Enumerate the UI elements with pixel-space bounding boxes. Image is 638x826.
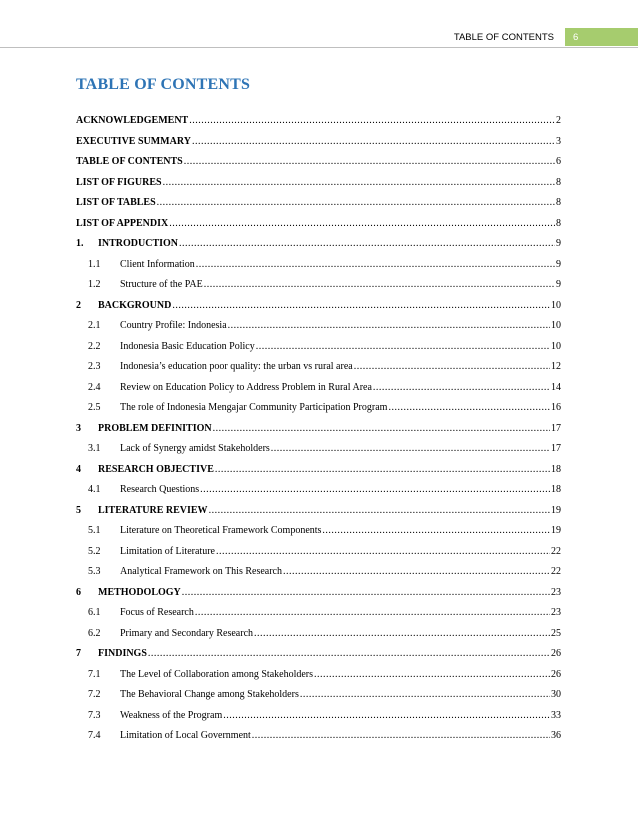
toc-entry-label[interactable]: The Level of Collaboration among Stakeholders: [120, 668, 314, 680]
toc-entry[interactable]: [76, 382, 561, 403]
page-header: [454, 28, 638, 46]
toc-entry[interactable]: [76, 628, 561, 649]
toc-entry-number: 5.2: [88, 545, 101, 557]
toc-entry[interactable]: [76, 443, 561, 464]
toc-entry-number: 4.1: [88, 484, 101, 495]
toc-entry-number: 2: [76, 299, 81, 311]
toc-entry-label[interactable]: Structure of the PAE: [120, 279, 203, 290]
toc-entry-label[interactable]: ACKNOWLEDGEMENT: [76, 115, 189, 126]
toc-entry-number: 5.3: [88, 566, 101, 577]
toc-dot-leader: [314, 669, 550, 680]
toc-dot-leader: [200, 484, 550, 495]
toc-dot-leader: [204, 279, 555, 290]
toc-entry[interactable]: [76, 525, 561, 546]
toc-entry-label[interactable]: The role of Indonesia Mengajar Community Participation Program: [120, 402, 388, 413]
toc-entry[interactable]: [76, 505, 561, 526]
toc-entry-number: 7.4: [88, 730, 101, 741]
toc-entry-number: 7: [76, 648, 81, 659]
toc-entry-page: 18: [551, 463, 561, 475]
toc-entry[interactable]: [76, 136, 561, 157]
toc-entry-label[interactable]: Weakness of the Program: [120, 709, 223, 721]
toc-entry-page: 36: [551, 730, 561, 741]
toc-entry-page: 30: [551, 689, 561, 700]
toc-entry-page: 17: [551, 443, 561, 454]
toc-entry-label[interactable]: TABLE OF CONTENTS: [76, 156, 183, 167]
toc-entry-page: 9: [556, 279, 561, 290]
toc-entry[interactable]: [76, 669, 561, 690]
toc-dot-leader: [195, 607, 550, 618]
toc-entry-number: 2.1: [88, 320, 101, 331]
toc-entry-page: 17: [551, 422, 561, 434]
toc-entry[interactable]: [76, 238, 561, 259]
toc-dot-leader: [228, 320, 550, 331]
toc-dot-leader: [300, 689, 550, 700]
toc-dot-leader: [192, 136, 555, 147]
toc-entry-label[interactable]: The Behavioral Change among Stakeholders: [120, 689, 299, 700]
toc-entry[interactable]: [76, 259, 561, 280]
toc-dot-leader: [373, 382, 550, 393]
toc-dot-leader: [271, 443, 550, 454]
toc-entry-label[interactable]: Client Information: [120, 258, 195, 270]
toc-entry-page: 19: [551, 525, 561, 536]
toc-entry[interactable]: [76, 218, 561, 239]
toc-entry[interactable]: [76, 546, 561, 567]
toc-dot-leader: [169, 218, 555, 229]
toc-dot-leader: [182, 587, 550, 598]
toc-entry[interactable]: [76, 484, 561, 505]
toc-entry-page: 22: [551, 545, 561, 557]
toc-entry-label[interactable]: LITERATURE REVIEW: [98, 504, 208, 516]
toc-dot-leader: [189, 115, 555, 126]
header-divider: [0, 47, 638, 48]
toc-entry-page: 19: [551, 504, 561, 516]
toc-entry-label[interactable]: Limitation of Local Government: [120, 730, 251, 741]
toc-entry-page: 8: [556, 176, 561, 188]
toc-dot-leader: [213, 423, 550, 434]
toc-entry-page: 10: [551, 320, 561, 331]
toc-entry-page: 23: [551, 586, 561, 598]
toc-entry[interactable]: [76, 402, 561, 423]
toc-entry-number: 3.1: [88, 443, 101, 454]
toc-entry-label[interactable]: Focus of Research: [120, 607, 194, 618]
toc-dot-leader: [256, 341, 550, 352]
toc-entry-label[interactable]: Indonesia Basic Education Policy: [120, 340, 255, 352]
toc-dot-leader: [163, 177, 555, 188]
toc-entry-page: 8: [556, 217, 561, 229]
toc-entry-label[interactable]: LIST OF APPENDIX: [76, 217, 169, 229]
toc-entry-label[interactable]: Literature on Theoretical Framework Components: [120, 525, 322, 536]
toc-entry-page: 23: [551, 607, 561, 618]
toc-dot-leader: [179, 238, 555, 249]
toc-entry[interactable]: [76, 730, 561, 751]
toc-dot-leader: [354, 361, 550, 372]
toc-entry[interactable]: [76, 710, 561, 731]
toc-entry-label[interactable]: Country Profile: Indonesia: [120, 320, 227, 331]
toc-entry-number: 6.2: [88, 627, 101, 639]
toc-dot-leader: [322, 525, 550, 536]
toc-entry-number: 4: [76, 463, 81, 475]
toc-entry[interactable]: [76, 648, 561, 669]
toc-heading: TABLE OF CONTENTS: [76, 76, 251, 93]
toc-entry-label[interactable]: Review on Education Policy to Address Problem in Rural Area: [120, 381, 372, 393]
toc-entry-label[interactable]: Research Questions: [120, 484, 200, 495]
toc-entry-number: 7.2: [88, 689, 101, 700]
toc-entry-page: 10: [551, 299, 561, 311]
toc-entry-page: 2: [556, 115, 561, 126]
toc-entry-label[interactable]: METHODOLOGY: [98, 586, 181, 598]
toc-entry[interactable]: [76, 197, 561, 218]
toc-entry-label[interactable]: Indonesia’s education poor quality: the urban vs rural area: [120, 361, 353, 372]
toc-entry-number: 2.3: [88, 361, 101, 372]
toc-entry[interactable]: [76, 279, 561, 300]
toc-dot-leader: [215, 464, 550, 475]
toc-entry-label[interactable]: RESEARCH OBJECTIVE: [98, 463, 214, 475]
toc-entry-number: 7.1: [88, 668, 101, 680]
toc-dot-leader: [254, 628, 550, 639]
toc-entry-page: 3: [556, 135, 561, 147]
toc-entry-page: 18: [551, 484, 561, 495]
toc-entry-number: 2.5: [88, 402, 101, 413]
toc-entry-label[interactable]: EXECUTIVE SUMMARY: [76, 135, 191, 147]
toc-entry-page: 33: [551, 709, 561, 721]
toc-entry-page: 16: [551, 402, 561, 413]
toc-entry[interactable]: [76, 341, 561, 362]
toc-entry-number: 1.1: [88, 258, 101, 270]
toc-entry-number: 6.1: [88, 607, 101, 618]
header-title: TABLE OF CONTENTS: [453, 31, 554, 43]
toc-dot-leader: [223, 710, 550, 721]
toc-dot-leader: [388, 402, 550, 413]
toc-entry-page: 9: [556, 238, 561, 249]
toc-entry-label[interactable]: Lack of Synergy amidst Stakeholders: [120, 443, 270, 454]
toc-entry[interactable]: [76, 115, 561, 136]
header-page-number: 6: [564, 28, 638, 46]
toc-entry[interactable]: [76, 464, 561, 485]
toc-entry[interactable]: [76, 177, 561, 198]
toc-entry-label[interactable]: LIST OF FIGURES: [76, 176, 162, 188]
toc-dot-leader: [252, 730, 550, 741]
toc-dot-leader: [184, 156, 555, 167]
toc-dot-leader: [283, 566, 550, 577]
toc-entry-page: 8: [556, 197, 561, 208]
toc-entry[interactable]: [76, 320, 561, 341]
toc-dot-leader: [157, 197, 555, 208]
toc-list: [76, 115, 561, 751]
toc-entry-label[interactable]: Primary and Secondary Research: [120, 627, 254, 639]
toc-entry[interactable]: [76, 423, 561, 444]
toc-entry-page: 9: [556, 258, 561, 270]
toc-entry-number: 7.3: [88, 709, 101, 721]
toc-entry-page: 25: [551, 627, 561, 639]
toc-entry-label[interactable]: INTRODUCTION: [98, 238, 179, 249]
toc-entry-page: 10: [551, 340, 561, 352]
toc-entry-number: 2.2: [88, 340, 101, 352]
toc-entry[interactable]: [76, 587, 561, 608]
toc-entry-label[interactable]: FINDINGS: [98, 648, 147, 659]
toc-entry[interactable]: [76, 689, 561, 710]
toc-entry-number: 2.4: [88, 381, 101, 393]
toc-entry-number: 1.2: [88, 279, 101, 290]
toc-entry-number: 1.: [76, 238, 84, 249]
toc-entry-page: 26: [551, 648, 561, 659]
toc-dot-leader: [196, 259, 555, 270]
toc-entry-page: 12: [551, 361, 561, 372]
toc-dot-leader: [209, 505, 550, 516]
toc-entry-page: 14: [551, 381, 561, 393]
toc-entry[interactable]: [76, 566, 561, 587]
toc-entry-page: 6: [556, 156, 561, 167]
toc-entry[interactable]: [76, 361, 561, 382]
toc-entry[interactable]: [76, 300, 561, 321]
toc-entry-label[interactable]: Analytical Framework on This Research: [120, 566, 282, 577]
toc-entry-number: 3: [76, 422, 81, 434]
toc-entry-number: 5: [76, 504, 81, 516]
toc-entry-number: 5.1: [88, 525, 101, 536]
toc-dot-leader: [148, 648, 550, 659]
toc-entry-number: 6: [76, 586, 81, 598]
toc-entry-label[interactable]: PROBLEM DEFINITION: [98, 422, 212, 434]
toc-dot-leader: [216, 546, 550, 557]
toc-entry-label[interactable]: BACKGROUND: [98, 299, 172, 311]
toc-entry-label[interactable]: Limitation of Literature: [120, 545, 215, 557]
toc-entry[interactable]: [76, 156, 561, 177]
toc-entry-label[interactable]: LIST OF TABLES: [76, 197, 156, 208]
toc-dot-leader: [172, 300, 550, 311]
toc-entry-page: 26: [551, 668, 561, 680]
toc-entry[interactable]: [76, 607, 561, 628]
toc-entry-page: 22: [551, 566, 561, 577]
